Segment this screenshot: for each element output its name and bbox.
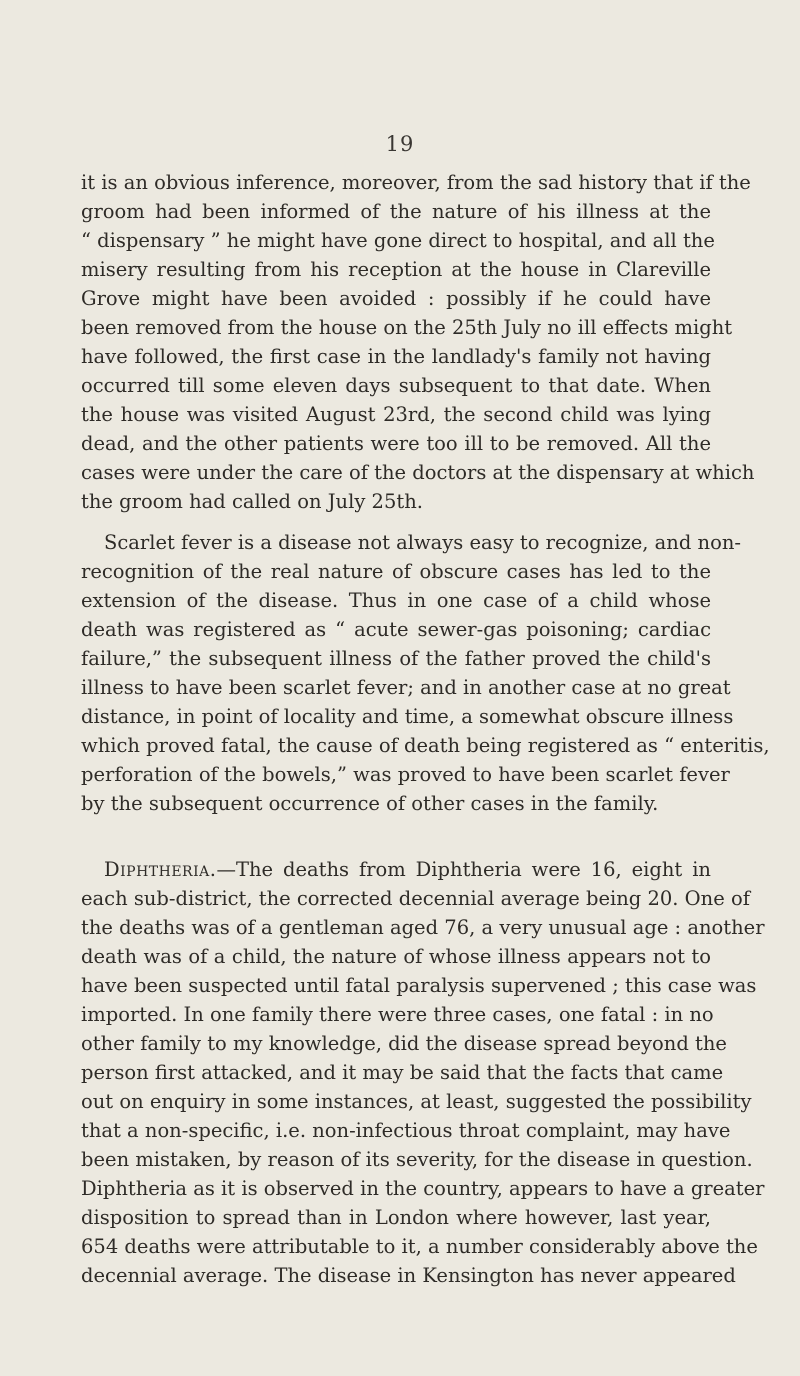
text-line: that a non-specific, i.e. non-infectious throat complaint, may have xyxy=(81,1119,731,1142)
text-line: cases were under the care of the doctors at the dispensary at which xyxy=(81,461,755,484)
text-line: 654 deaths were attributable to it, a number considerably above the xyxy=(81,1235,758,1258)
text-line: person first attacked, and it may be said that the facts that came xyxy=(81,1061,724,1084)
text-line: illness to have been scarlet fever; and in another case at no great xyxy=(81,676,731,699)
heading-line-text: —The deaths from Diphtheria were 16, eight in xyxy=(216,858,711,881)
text-line: Grove might have been avoided : possibly if he could have xyxy=(81,287,711,310)
text-line: have followed, the first case in the landlady's family not having xyxy=(81,345,711,368)
paragraph-diphtheria xyxy=(81,855,765,1290)
text-line: death was registered as “ acute sewer-gas poisoning; cardiac xyxy=(81,618,711,641)
text-line: misery resulting from his reception at the house in Clareville xyxy=(81,258,711,281)
text-line: recognition of the real nature of obscure cases has led to the xyxy=(81,560,711,583)
text-line: the house was visited August 23rd, the second child was lying xyxy=(81,403,711,426)
text-line: decennial average. The disease in Kensington has never appeared xyxy=(81,1264,736,1287)
text-line: Scarlet fever is a disease not always easy to recognize, and non- xyxy=(104,531,741,554)
text-line: disposition to spread than in London where however, last year, xyxy=(81,1206,711,1229)
text-line: by the subsequent occurrence of other cases in the family. xyxy=(81,792,659,815)
text-line: failure,” the subsequent illness of the father proved the child's xyxy=(81,647,711,670)
text-line: distance, in point of locality and time, a somewhat obscure illness xyxy=(81,705,734,728)
text-line: have been suspected until fatal paralysis supervened ; this case was xyxy=(81,974,757,997)
text-line: Diphtheria as it is observed in the country, appears to have a greater xyxy=(81,1177,765,1200)
text-line: been mistaken, by reason of its severity, for the disease in question. xyxy=(81,1148,753,1171)
text-line: the groom had called on July 25th. xyxy=(81,490,423,513)
section-heading: Diphtheria. xyxy=(104,858,217,881)
text-line: out on enquiry in some instances, at least, suggested the possibility xyxy=(81,1090,752,1113)
text-line: the deaths was of a gentleman aged 76, a very unusual age : another xyxy=(81,916,765,939)
paragraph-scarlet-fever xyxy=(81,528,770,818)
text-line: “ dispensary ” he might have gone direct to hospital, and all the xyxy=(81,229,715,252)
text-line: death was of a child, the nature of whose illness appears not to xyxy=(81,945,711,968)
text-line: each sub-district, the corrected decennial average being 20. One of xyxy=(81,887,750,910)
text-line: perforation of the bowels,” was proved to have been scarlet fever xyxy=(81,763,730,786)
text-line: other family to my knowledge, did the disease spread beyond the xyxy=(81,1032,727,1055)
text-line: imported. In one family there were three cases, one fatal : in no xyxy=(81,1003,714,1026)
text-line: it is an obvious inference, moreover, from the sad history that if the xyxy=(81,171,751,194)
text-line: extension of the disease. Thus in one case of a child whose xyxy=(81,589,711,612)
text-line xyxy=(81,855,711,884)
text-line: which proved fatal, the cause of death being registered as “ enteritis, xyxy=(81,734,770,757)
paragraph-groom-case xyxy=(81,168,755,516)
text-line: occurred till some eleven days subsequent to that date. When xyxy=(81,374,711,397)
page-number: 19 xyxy=(385,132,415,156)
text-line: been removed from the house on the 25th July no ill effects might xyxy=(81,316,733,339)
text-line: groom had been informed of the nature of his illness at the xyxy=(81,200,711,223)
text-line: dead, and the other patients were too ill to be removed. All the xyxy=(81,432,711,455)
